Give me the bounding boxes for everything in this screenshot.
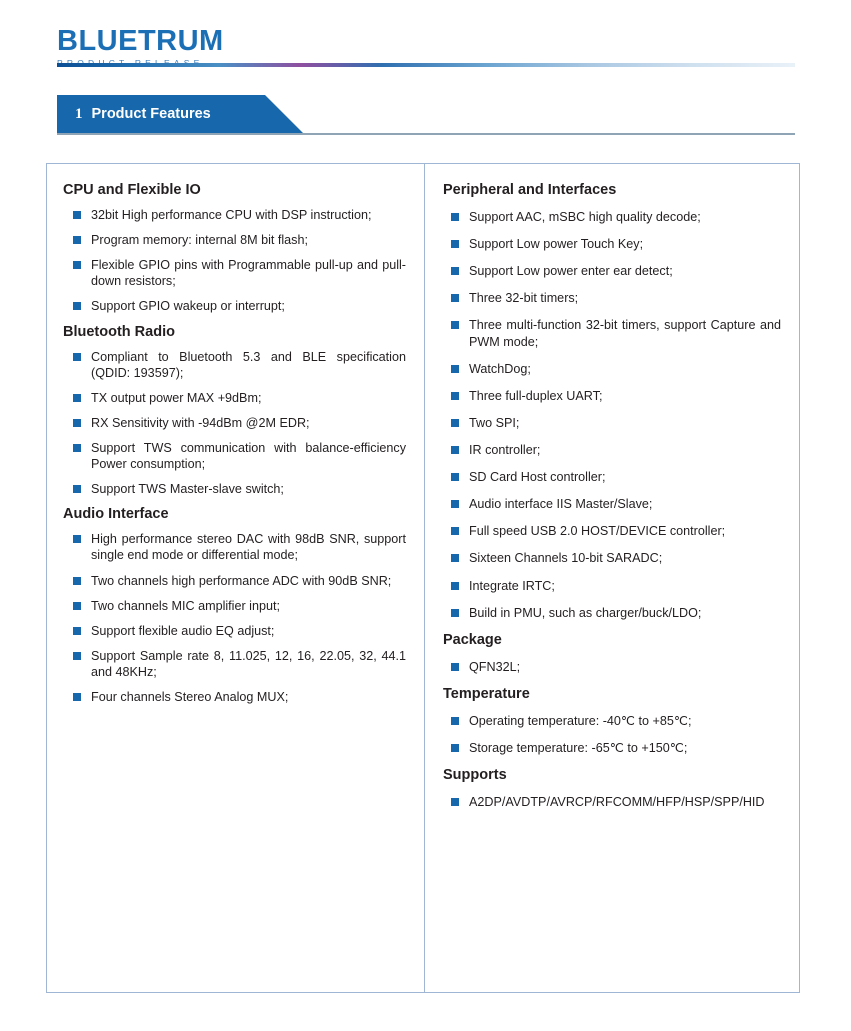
list-item: Build in PMU, such as charger/buck/LDO; — [449, 605, 785, 621]
list-item: Sixteen Channels 10-bit SARADC; — [449, 550, 785, 566]
list-temperature — [441, 713, 785, 756]
left-column — [47, 164, 425, 992]
list-item: Two channels high performance ADC with 90dB SNR; — [71, 573, 410, 589]
section-banner-arrow — [265, 95, 303, 133]
list-package — [441, 659, 785, 675]
section-underline — [57, 133, 795, 135]
section-banner — [57, 95, 265, 133]
list-item: A2DP/AVDTP/AVRCP/RFCOMM/HFP/HSP/SPP/HID — [449, 794, 785, 810]
logo-wordmark: BLUETRUM — [57, 25, 224, 57]
list-item: Full speed USB 2.0 HOST/DEVICE controller; — [449, 523, 785, 539]
list-item: Support Sample rate 8, 11.025, 12, 16, 22.05, 32, 44.1 and 48KHz; — [71, 648, 410, 680]
list-item: Integrate IRTC; — [449, 578, 785, 594]
list-item: QFN32L; — [449, 659, 785, 675]
list-item: Support AAC, mSBC high quality decode; — [449, 209, 785, 225]
list-item: Support Low power Touch Key; — [449, 236, 785, 252]
list-item: Support Low power enter ear detect; — [449, 263, 785, 279]
section-title: Product Features — [91, 106, 211, 122]
group-title-supports: Supports — [443, 767, 507, 784]
list-item: Support TWS Master-slave switch; — [71, 481, 410, 497]
list-item: 32bit High performance CPU with DSP instruction; — [71, 207, 410, 223]
list-item: Audio interface IIS Master/Slave; — [449, 496, 785, 512]
list-item: Support flexible audio EQ adjust; — [71, 623, 410, 639]
list-item: SD Card Host controller; — [449, 469, 785, 485]
group-title-temperature: Temperature — [443, 685, 530, 702]
list-item: Three multi-function 32-bit timers, support Capture and PWM mode; — [449, 317, 785, 349]
list-item: Three 32-bit timers; — [449, 290, 785, 306]
section-number: 1 — [75, 105, 83, 122]
group-title-cpu-and-flexible-io: CPU and Flexible IO — [63, 182, 201, 198]
list-cpu-and-flexible-io — [63, 207, 410, 315]
list-supports — [441, 794, 785, 810]
list-item: Four channels Stereo Analog MUX; — [71, 689, 410, 705]
right-column — [425, 164, 799, 992]
list-item: Operating temperature: -40℃ to +85℃; — [449, 713, 785, 729]
group-title-peripheral-and-interfaces: Peripheral and Interfaces — [443, 182, 617, 198]
list-item: Two SPI; — [449, 415, 785, 431]
list-peripheral-and-interfaces — [441, 209, 785, 621]
group-title-audio-interface: Audio Interface — [63, 506, 169, 523]
list-item: RX Sensitivity with -94dBm @2M EDR; — [71, 415, 410, 431]
list-item: WatchDog; — [449, 361, 785, 377]
list-item: IR controller; — [449, 442, 785, 458]
list-item: Flexible GPIO pins with Programmable pull-up and pull-down resistors; — [71, 257, 410, 289]
list-item: TX output power MAX +9dBm; — [71, 390, 410, 406]
list-item: Support TWS communication with balance-efficiency Power consumption; — [71, 440, 410, 472]
list-item: Two channels MIC amplifier input; — [71, 598, 410, 614]
group-title-bluetooth-radio: Bluetooth Radio — [63, 323, 175, 340]
list-item: Support GPIO wakeup or interrupt; — [71, 298, 410, 314]
list-item: Storage temperature: -65℃ to +150℃; — [449, 740, 785, 756]
brand-logo — [57, 27, 387, 68]
header-gradient-rule — [57, 63, 795, 67]
group-title-package: Package — [443, 631, 502, 648]
feature-box — [46, 163, 800, 993]
list-item: Compliant to Bluetooth 5.3 and BLE specification (QDID: 193597); — [71, 349, 410, 381]
list-item: Program memory: internal 8M bit flash; — [71, 232, 410, 248]
list-bluetooth-radio — [63, 349, 410, 498]
list-item: High performance stereo DAC with 98dB SNR, support single end mode or differential mode; — [71, 531, 410, 563]
list-audio-interface — [63, 531, 410, 705]
list-item: Three full-duplex UART; — [449, 388, 785, 404]
